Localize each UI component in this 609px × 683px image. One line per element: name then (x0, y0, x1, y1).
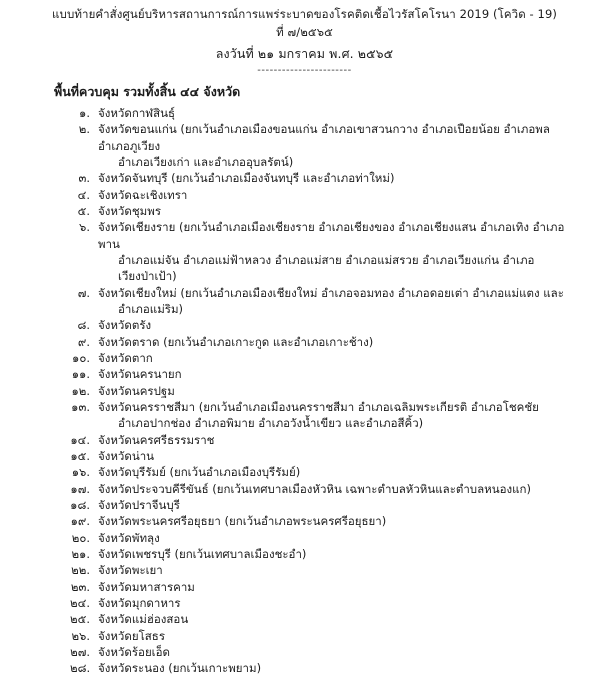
list-item (70, 203, 595, 219)
list-item (70, 432, 595, 448)
list-item-text (98, 383, 568, 399)
list-item (70, 219, 595, 284)
header-divider: ----------------------- (257, 65, 352, 76)
list-item-number: ๒๘. (70, 661, 91, 676)
list-item-text-line: จังหวัดพัทลุง (98, 530, 160, 545)
list-item-number: ๒๗. (70, 644, 90, 659)
list-item (70, 546, 595, 562)
list-item (70, 399, 595, 432)
header-line-1: แบบท้ายคำสั่งศูนย์บริหารสถานการณ์การแพร่ระบาดของโรคติดเชื้อไวรัสโคโรนา 2019 (โควิด - 19) (52, 7, 557, 21)
list-item-number: ๑๗. (70, 481, 90, 496)
list-item-number: ๑๔. (70, 432, 90, 447)
list-item-text (98, 660, 568, 676)
list-item-number: ๒๓. (70, 579, 90, 594)
list-item-text-continued: อำเภอเวียงเก่า และอำเภออุบลรัตน์) (118, 154, 294, 169)
list-item-number: ๒๐. (71, 530, 90, 545)
list-item (70, 579, 595, 595)
list-item (70, 660, 595, 676)
list-item-text-line: จังหวัดเชียงราย (ยกเว้นอำเภอเมืองเชียงราย อำเภอเชียงของ อำเภอเชียงแสน อำเภอเทิง อำเภอพาน (98, 220, 565, 251)
header-line-2: ที่ ๗/๒๕๖๕ (276, 24, 333, 39)
list-item-text-line: จังหวัดขอนแก่น (ยกเว้นอำเภอเมืองขอนแก่น อำเภอเขาสวนกวาง อำเภอเปือยน้อย อำเภอพล อำเภอภูเวียง (98, 122, 550, 153)
province-list (14, 105, 595, 676)
list-item (70, 497, 595, 513)
list-item-text (98, 170, 568, 186)
list-item-text-line: จังหวัดมหาสารคาม (98, 579, 195, 594)
list-item (70, 366, 595, 382)
list-item-number: ๒๔. (70, 595, 90, 610)
list-item-number: ๔. (77, 187, 90, 202)
list-item (70, 595, 595, 611)
list-item-text (98, 513, 568, 529)
list-item-text (98, 366, 568, 382)
list-item-text-line: จังหวัดนครปฐม (98, 383, 175, 398)
list-item-number: ๒๖. (71, 628, 90, 643)
list-item-text (98, 448, 568, 464)
list-item-number: ๒. (78, 122, 90, 137)
list-item (70, 317, 595, 333)
list-item-text-line: จังหวัดจันทบุรี (ยกเว้นอำเภอเมืองจันทบุรี และอำเภอท่าใหม่) (98, 171, 395, 186)
list-item (70, 105, 595, 121)
list-item-number: ๑๑. (71, 367, 90, 382)
list-item-text-line: จังหวัดบุรีรัมย์ (ยกเว้นอำเภอเมืองบุรีรัมย์) (98, 465, 301, 480)
list-item-text (98, 464, 568, 480)
list-item-text-line: จังหวัดร้อยเอ็ด (98, 644, 170, 659)
list-item-text-line: จังหวัดนครศรีธรรมราช (98, 432, 215, 447)
list-item-text (98, 285, 568, 318)
list-item-text (98, 203, 568, 219)
list-item-text (98, 317, 568, 333)
list-item (70, 121, 595, 170)
list-item (70, 285, 595, 318)
list-item-text (98, 187, 568, 203)
list-item-text-line: จังหวัดระนอง (ยกเว้นเกาะพยาม) (98, 661, 262, 676)
list-item (70, 464, 595, 480)
list-item-number: ๑๖. (71, 465, 90, 480)
list-item-text-line: จังหวัดนครราชสีมา (ยกเว้นอำเภอเมืองนครราชสีมา อำเภอเฉลิมพระเกียรติ อำเภอโชคชัย (98, 399, 539, 414)
list-item-text-line: จังหวัดฉะเชิงเทรา (98, 187, 188, 202)
list-item-text (98, 530, 568, 546)
list-item (70, 187, 595, 203)
list-item (70, 350, 595, 366)
list-item (70, 170, 595, 186)
list-item (70, 334, 595, 350)
list-item-text (98, 432, 568, 448)
list-item-text-continued: อำเภอแม่ริม) (118, 301, 184, 316)
list-item-number: ๑. (79, 106, 90, 120)
list-item-number: ๓. (78, 171, 90, 186)
list-item (70, 383, 595, 399)
list-item-number: ๕. (77, 203, 90, 218)
list-item-number: ๑๐. (72, 350, 90, 365)
list-item-text-line: จังหวัดน่าน (98, 448, 155, 463)
list-item-number: ๑๙. (70, 514, 90, 529)
list-item-number: ๒๕. (70, 612, 90, 627)
list-item-text (98, 481, 568, 497)
list-item (70, 562, 595, 578)
list-item-text-line: จังหวัดตราด (ยกเว้นอำเภอเกาะกูด และอำเภอเกาะช้าง) (98, 334, 374, 349)
list-item-text (98, 546, 568, 562)
list-item-number: ๑๒. (71, 383, 90, 398)
document-header (14, 6, 595, 76)
list-item-text (98, 562, 568, 578)
list-item-number: ๒๑. (71, 546, 90, 561)
list-item-text (98, 497, 568, 513)
list-item-number: ๑๓. (71, 399, 90, 414)
list-item-number: ๙. (77, 334, 90, 349)
list-item (70, 530, 595, 546)
list-item-text (98, 644, 568, 660)
list-item-number: ๑๕. (70, 448, 90, 463)
list-item-text-line: จังหวัดนครนายก (98, 367, 182, 382)
list-item-text (98, 399, 568, 432)
list-item-text-line: จังหวัดแม่ฮ่องสอน (98, 612, 189, 627)
header-line-3: ลงวันที่ ๒๑ มกราคม พ.ศ. ๒๕๖๕ (215, 45, 394, 61)
list-item-text (98, 595, 568, 611)
list-item-text-line: จังหวัดกาฬสินธุ์ (98, 106, 176, 120)
list-item-text (98, 121, 568, 170)
list-item-number: ๘. (77, 318, 90, 333)
list-item-number: ๑๘. (70, 497, 90, 512)
list-item-number: ๗. (77, 285, 90, 300)
list-item-text-line: จังหวัดพะเยา (98, 563, 163, 578)
list-item-text-line: จังหวัดพระนครศรีอยุธยา (ยกเว้นอำเภอพระนครศรีอยุธยา) (98, 514, 387, 529)
list-item-text-line: จังหวัดมุกดาหาร (98, 595, 181, 610)
list-item-text-line: จังหวัดยโสธร (98, 628, 165, 643)
list-item-number: ๖. (79, 220, 90, 235)
list-item (70, 644, 595, 660)
list-item-text (98, 105, 568, 121)
list-item-text (98, 334, 568, 350)
list-item-text-line: จังหวัดเชียงใหม่ (ยกเว้นอำเภอเมืองเชียงใหม่ อำเภอจอมทอง อำเภอดอยเต่า อำเภอแม่แตง และ (98, 285, 564, 300)
list-item-text-continued: อำเภอปากช่อง อำเภอพิมาย อำเภอวังน้ำเขียว และอำเภอสีคิ้ว) (118, 416, 424, 431)
section-title: พื้นที่ควบคุม รวมทั้งสิ้น ๔๔ จังหวัด (54, 84, 241, 99)
list-item-text-continued: อำเภอแม่จัน อำเภอแม่ฟ้าหลวง อำเภอแม่สาย อำเภอแม่สรวย อำเภอเวียงแก่น อำเภอเวียงป่าเป้า) (118, 252, 535, 284)
list-item-text-line: จังหวัดตาก (98, 350, 153, 365)
list-item-text (98, 628, 568, 644)
list-item-text (98, 219, 568, 284)
list-item-text-line: จังหวัดชุมพร (98, 203, 162, 218)
list-item-text (98, 611, 568, 627)
list-item (70, 611, 595, 627)
list-item-text-line: จังหวัดเพชรบุรี (ยกเว้นเทศบาลเมืองชะอำ) (98, 546, 307, 561)
list-item-number: ๒๒. (71, 563, 90, 578)
list-item-text-line: จังหวัดประจวบคีรีขันธ์ (ยกเว้นเทศบาลเมืองหัวหิน เฉพาะตำบลหัวหินและตำบลหนองแก) (98, 481, 531, 496)
list-item (70, 448, 595, 464)
list-item-text-line: จังหวัดปราจีนบุรี (98, 497, 180, 512)
list-item-text-line: จังหวัดตรัง (98, 318, 152, 333)
list-item (70, 481, 595, 497)
list-item-text (98, 350, 568, 366)
list-item (70, 628, 595, 644)
list-item (70, 513, 595, 529)
list-item-text (98, 579, 568, 595)
